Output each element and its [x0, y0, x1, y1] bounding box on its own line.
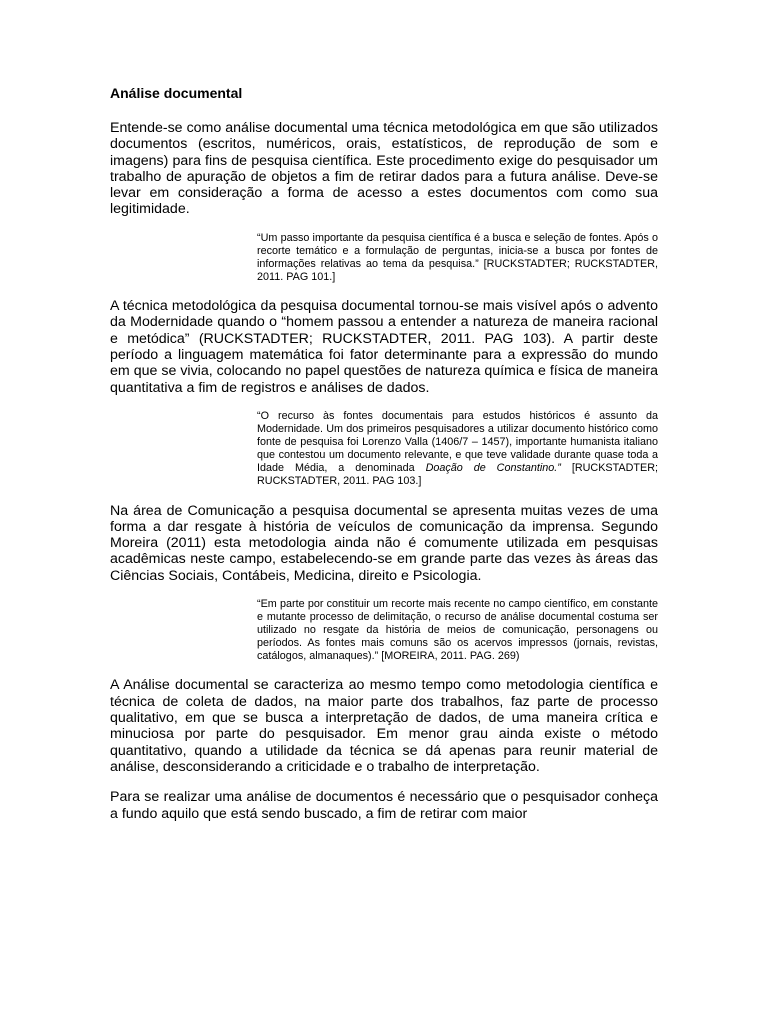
paragraph-4: A Análise documental se caracteriza ao mesmo tempo como metodologia científica e técnica de coleta de dados, na maior parte dos trabalhos, faz parte de processo qualitativo, em que se busca a interpretação de dados, de uma maneira crítica e minuciosa por parte do pesquisador. Em menor grau ainda existe o método quantitativo, quando a utilidade da técnica se dá apenas para reunir material de análise, desconsiderando a criticidade e o trabalho de interpretação. [110, 677, 658, 775]
block-quote-1: “Um passo importante da pesquisa científica é a busca e seleção de fontes. Após o recorte temático e a formulação de perguntas, inicia-se a busca por fontes de informações relativas ao tema da pesquisa.” [RUCKSTADTER; RUCKSTADTER, 2011. PAG 101.] [257, 231, 658, 284]
paragraph-3: Na área de Comunicação a pesquisa documental se apresenta muitas vezes de uma forma a dar resgate à história de veículos de comunicação da imprensa. Segundo Moreira (2011) esta metodologia ainda não é comumente utilizada em pesquisas acadêmicas neste campo, estabelecendo-se em grande parte das vezes às áreas das Ciências Sociais, Contábeis, Medicina, direito e Psicologia. [110, 502, 658, 584]
document-title: Análise documental [110, 85, 243, 101]
paragraph-5: Para se realizar uma análise de documentos é necessário que o pesquisador conheça a fundo aquilo que está sendo buscado, a fim de retirar com maior [110, 789, 658, 822]
document-page [110, 84, 658, 822]
paragraph-1: Entende-se como análise documental uma técnica metodológica em que são utilizados documentos (escritos, numéricos, orais, estatísticos, de reprodução de som e imagens) para fins de pesquisa científica. Este procedimento exige do pesquisador um trabalho de apuração de objetos a fim de retirar dados para a futura análise. Deve-se levar em consideração a forma de acesso a estes documentos com como sua legitimidade. [110, 120, 658, 218]
block-quote-2 [257, 410, 658, 489]
block-quote-2-citation: [RUCKSTADTER; RUCKSTADTER, 2011. PAG 103.] [257, 462, 658, 488]
block-quote-2-text: “O recurso às fontes documentais para estudos históricos é assunto da Modernidade. Um dos primeiros pesquisadores a utilizar documento histórico como fonte de pesquisa foi Lorenzo Valla (1406/7 – 1457), importante humanista italiano que contestou um documento relevante, e que teve validade durante quase toda a Idade Média, a denominada [257, 409, 658, 475]
block-quote-3: “Em parte por constituir um recorte mais recente no campo científico, em constante e mutante processo de delimitação, o recurso de análise documental costuma ser utilizado no resgate da história de meios de comunicação, personagens ou períodos. As fontes mais comuns são os acervos impressos (jornais, revistas, catálogos, almanaques).” [MOREIRA, 2011. PAG. 269) [257, 597, 658, 663]
block-quote-2-italic: Doação de Constantino.” [425, 462, 561, 475]
paragraph-2: A técnica metodológica da pesquisa documental tornou-se mais visível após o advento da Modernidade quando o “homem passou a entender a natureza de maneira racional e metódica” (RUCKSTADTER; RUCKSTADTER, 2011. PAG 103). A partir deste período a linguagem matemática foi fator determinante para a expressão do mundo em que se vivia, colocando no papel questões de natureza química e física de maneira quantitativa a fim de registros e análises de dados. [110, 298, 658, 396]
